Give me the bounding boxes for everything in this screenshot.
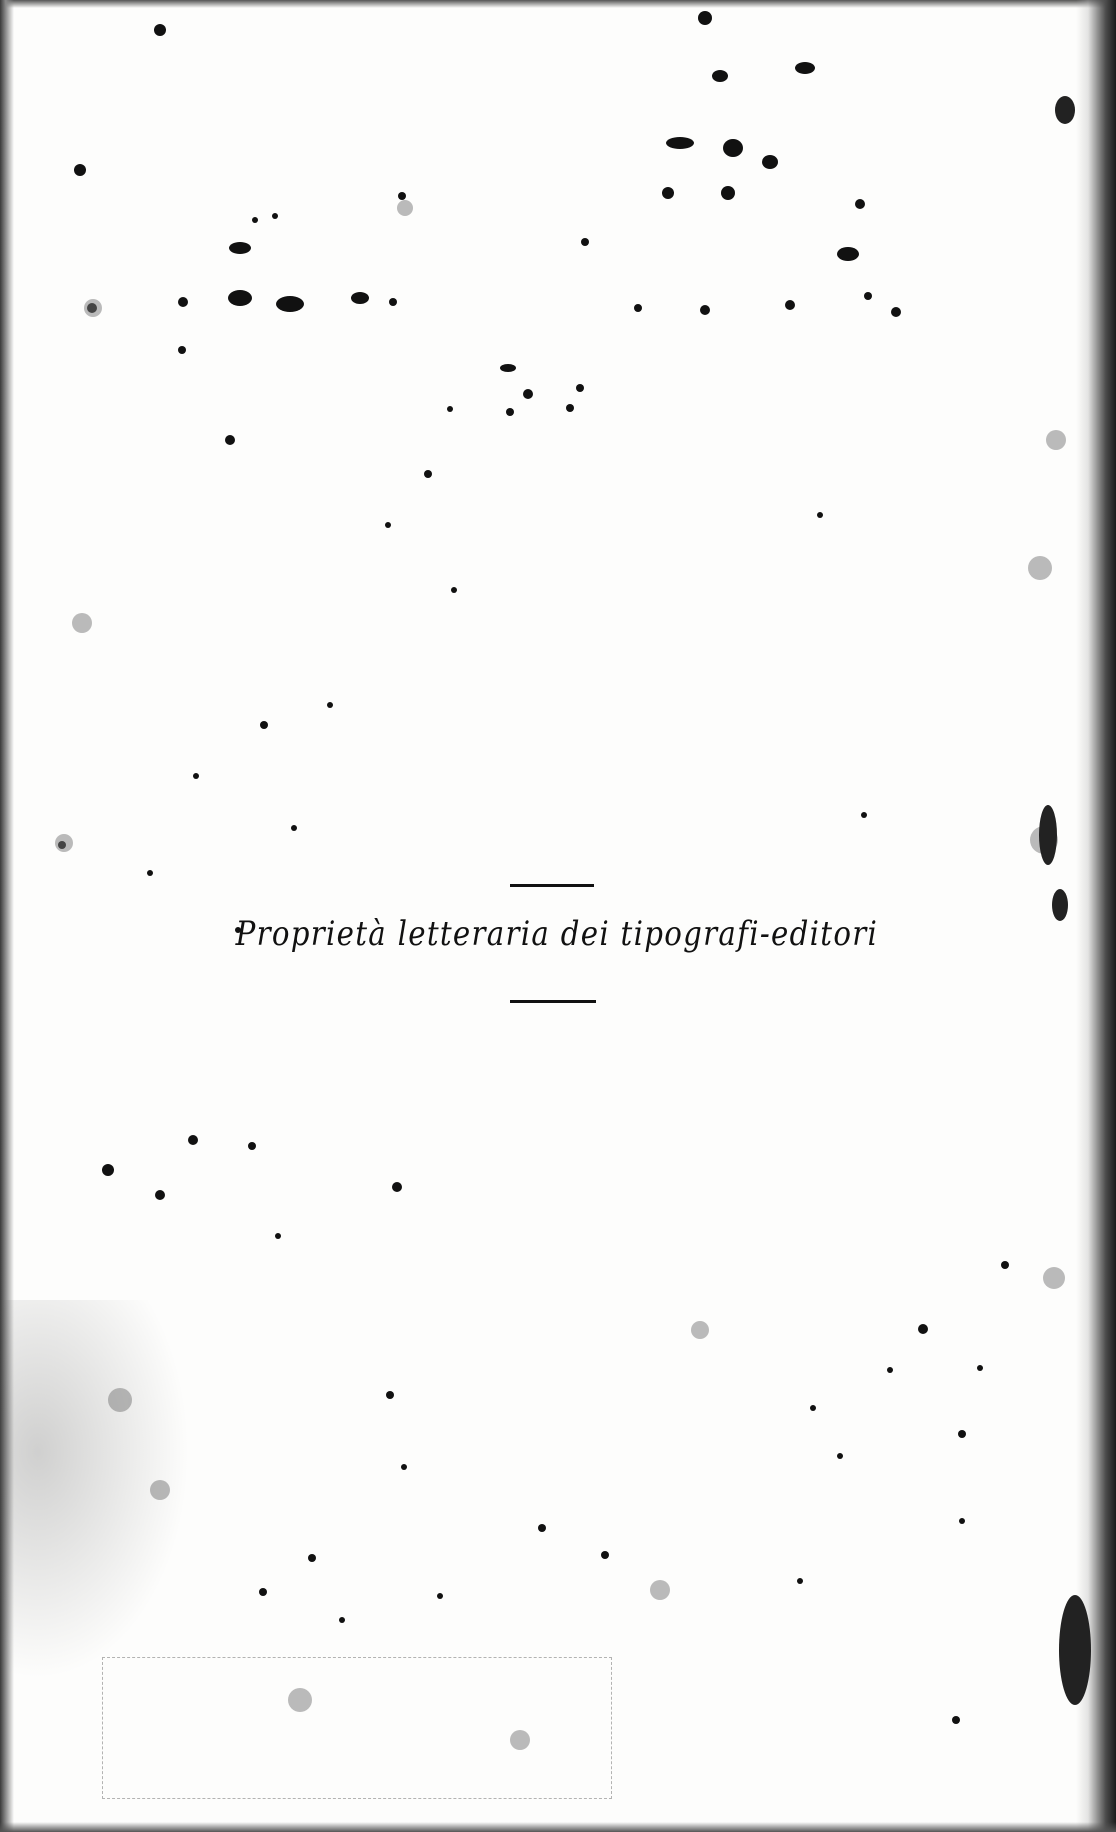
faded-stamp-box xyxy=(102,1657,612,1799)
imprint-text: Proprietà letteraria dei tipografi-editori xyxy=(235,914,879,954)
top-rule xyxy=(510,884,594,887)
bottom-rule xyxy=(510,1000,596,1003)
